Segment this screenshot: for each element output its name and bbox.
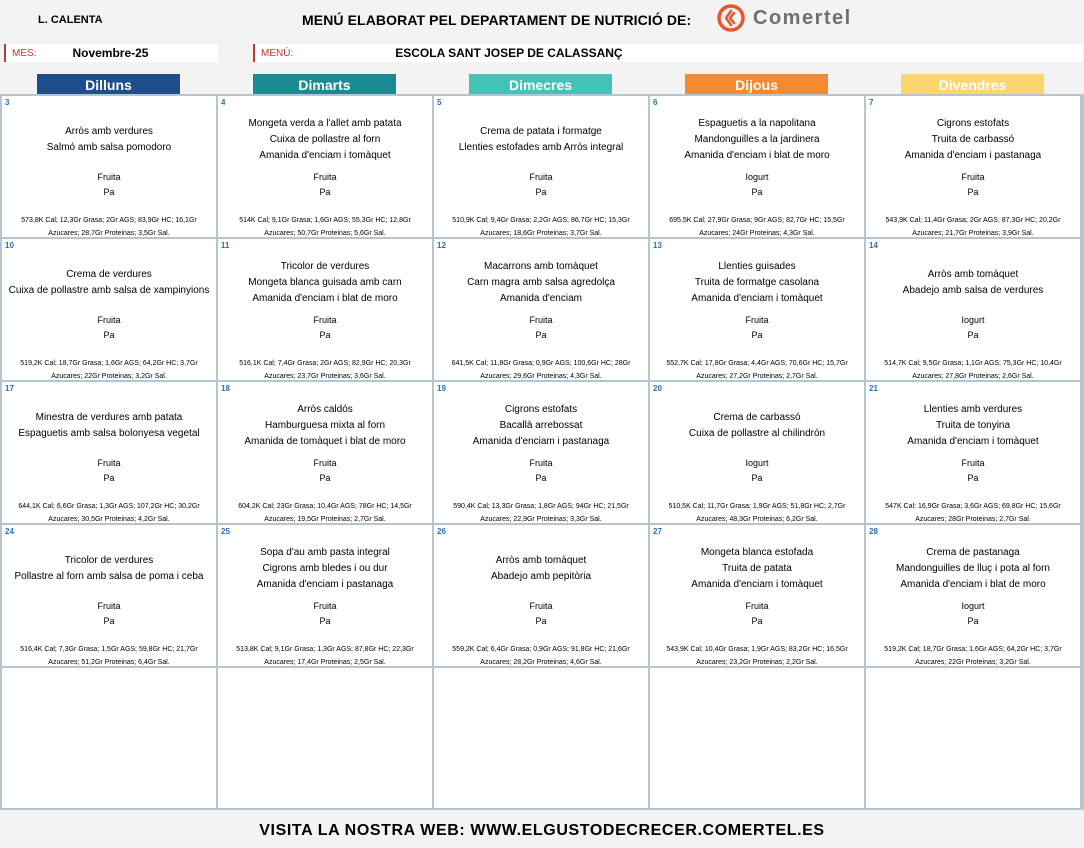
dish-item: Amanida d'enciam i blat de moro xyxy=(684,150,830,161)
extra-item: Iogurt xyxy=(745,172,769,182)
extra-item: Pa xyxy=(751,616,763,626)
dish-item: Amanida de tomàquet i blat de moro xyxy=(244,436,406,447)
nutrition-info: 641,5K Cal; 11,8Gr Grasa; 0,9Gr AGS; 100,6Gr HC; 28Gr Azucares; 29,6Gr Proteinas; 4,3Gr Sal. xyxy=(451,360,631,380)
dish-item: Mongeta blanca estofada xyxy=(700,547,814,558)
nutrition-info: 590,4K Cal; 13,3Gr Grasa; 1,8Gr AGS; 94Gr HC; 21,5Gr Azucares; 22,9Gr Proteinas; 3,3Gr Sal. xyxy=(453,503,629,523)
day-number: 3 xyxy=(5,98,10,107)
day-number: 18 xyxy=(221,384,230,393)
day-number: 14 xyxy=(869,241,878,250)
day-cell xyxy=(866,239,1080,380)
day-number: 27 xyxy=(653,527,662,536)
dish-list xyxy=(866,116,1080,164)
extras-list xyxy=(866,170,1080,200)
nutrition-info: 547K Cal; 16,9Gr Grasa; 3,6Gr AGS; 69,8Gr HC; 15,6Gr Azucares; 28Gr Proteinas; 2,7Gr Sal. xyxy=(885,503,1061,523)
nutrition-info: 516,4K Cal; 7,3Gr Grasa; 1,5Gr AGS; 59,8Gr HC; 21,7Gr Azucares; 51,2Gr Proteinas; 6,4Gr Sal. xyxy=(20,646,198,666)
dish-item: Truita de carbassó xyxy=(931,134,1015,145)
dish-item: Arròs amb tomàquet xyxy=(927,269,1019,280)
dish-item: Mandonguilles a la jardinera xyxy=(694,134,820,145)
dish-list xyxy=(218,545,432,593)
extra-item: Fruita xyxy=(529,601,553,611)
empty-day-cell xyxy=(218,668,432,808)
extras-list xyxy=(866,456,1080,486)
dish-item: Cuixa de pollastre al chilindrón xyxy=(688,428,826,439)
dish-list xyxy=(218,116,432,164)
dish-list xyxy=(2,553,216,585)
nutrition-info: 644,1K Cal; 6,6Gr Grasa; 1,3Gr AGS; 107,2Gr HC; 30,2Gr Azucares; 30,5Gr Proteinas; 4,2Gr Sal. xyxy=(18,503,200,523)
day-number: 10 xyxy=(5,241,14,250)
dish-item: Mongeta blanca guisada amb carn xyxy=(248,277,402,288)
day-cell xyxy=(866,96,1080,237)
dish-list xyxy=(218,259,432,307)
day-cell xyxy=(218,239,432,380)
nutrition-info: 573,8K Cal; 12,3Gr Grasa; 2Gr AGS; 83,9Gr HC; 16,1Gr Azucares; 28,7Gr Proteinas; 3,5Gr Sal. xyxy=(21,217,197,237)
menu-code: L. CALENTA xyxy=(38,14,103,26)
nutrition-info: 604,2K Cal; 23Gr Grasa; 10,4Gr AGS; 78Gr HC; 14,5Gr Azucares; 19,5Gr Proteinas; 2,7Gr Sal. xyxy=(238,503,412,523)
dish-list xyxy=(434,402,648,450)
extra-item: Pa xyxy=(103,330,115,340)
day-number: 20 xyxy=(653,384,662,393)
website-footer: VISITA LA NOSTRA WEB: WWW.ELGUSTODECRECER.COMERTEL.ES xyxy=(259,822,825,839)
extra-item: Pa xyxy=(751,330,763,340)
extras-list xyxy=(218,313,432,343)
extra-item: Iogurt xyxy=(961,601,985,611)
dish-item: Amanida d'enciam i blat de moro xyxy=(900,579,1046,590)
extra-item: Fruita xyxy=(97,601,121,611)
dish-list xyxy=(434,124,648,156)
extras-list xyxy=(434,170,648,200)
empty-day-cell xyxy=(434,668,648,808)
day-cell xyxy=(2,96,216,237)
day-header-dijous: Dijous xyxy=(685,74,828,95)
dish-item: Tricolor de verdures xyxy=(280,261,370,272)
day-cell xyxy=(218,96,432,237)
day-header-dilluns: Dilluns xyxy=(37,74,180,95)
extras-list xyxy=(650,313,864,343)
extra-item: Pa xyxy=(967,330,979,340)
day-number: 5 xyxy=(437,98,442,107)
dish-list xyxy=(650,259,864,307)
nutrition-info: 552,7K Cal; 17,8Gr Grasa; 4,4Gr AGS; 70,6Gr HC; 15,7Gr Azucares; 27,2Gr Proteinas; 2,7Gr Sal. xyxy=(666,360,848,380)
extra-item: Pa xyxy=(967,616,979,626)
extra-item: Pa xyxy=(967,187,979,197)
extras-list xyxy=(218,456,432,486)
extra-item: Fruita xyxy=(313,172,337,182)
dish-item: Abadejo amb pepitòria xyxy=(490,571,592,582)
extra-item: Pa xyxy=(535,473,547,483)
extra-item: Fruita xyxy=(961,172,985,182)
extra-item: Iogurt xyxy=(745,458,769,468)
extra-item: Fruita xyxy=(313,601,337,611)
extra-item: Fruita xyxy=(313,458,337,468)
dish-list xyxy=(2,410,216,442)
dish-item: Truita de tonyina xyxy=(935,420,1011,431)
dish-item: Llenties guisades xyxy=(718,261,796,272)
dish-list xyxy=(650,410,864,442)
month-label: MES: xyxy=(12,47,37,59)
menu-calendar-grid xyxy=(0,94,1084,810)
dish-item: Carn magra amb salsa agredolça xyxy=(467,277,615,288)
dish-item: Truita de patata xyxy=(722,563,792,574)
day-number: 24 xyxy=(5,527,14,536)
dish-item: Cuixa de pollastre amb salsa de xampinyions xyxy=(8,285,210,296)
dish-item: Crema de carbassó xyxy=(713,412,801,423)
dish-item: Amanida d'enciam xyxy=(500,293,582,304)
extra-item: Pa xyxy=(751,187,763,197)
dish-item: Mandonguilles de lluç i pota al forn xyxy=(896,563,1050,574)
extras-list xyxy=(2,170,216,200)
dish-list xyxy=(2,124,216,156)
dish-item: Amanida d'enciam i pastanaga xyxy=(256,579,394,590)
day-number: 17 xyxy=(5,384,14,393)
extra-item: Pa xyxy=(319,187,331,197)
nutrition-info: 543,9K Cal; 10,4Gr Grasa; 1,9Gr AGS; 83,2Gr HC; 16,5Gr Azucares; 23,2Gr Proteinas; 2,2Gr Sal. xyxy=(666,646,848,666)
dish-list xyxy=(650,545,864,593)
nutrition-info: 695,5K Cal; 27,9Gr Grasa; 9Gr AGS; 82,7Gr HC; 15,5Gr Azucares; 24Gr Proteinas; 4,3Gr Sal. xyxy=(669,217,845,237)
day-cell xyxy=(2,382,216,523)
dish-item: Amanida d'enciam i pastanaga xyxy=(904,150,1042,161)
dish-list xyxy=(2,267,216,299)
extras-list xyxy=(2,313,216,343)
day-cell xyxy=(650,382,864,523)
extra-item: Fruita xyxy=(745,601,769,611)
dish-item: Amanida d'enciam i tomàquet xyxy=(907,436,1039,447)
extra-item: Fruita xyxy=(529,315,553,325)
extras-list xyxy=(2,456,216,486)
extra-item: Pa xyxy=(319,330,331,340)
dish-item: Cuixa de pollastre al forn xyxy=(269,134,381,145)
nutrition-info: 519,2K Cal; 18,7Gr Grasa; 1,6Gr AGS; 64,2Gr HC; 3,7Gr Azucares; 22Gr Proteinas; 3,2Gr Sal. xyxy=(20,360,198,380)
day-cell xyxy=(866,382,1080,523)
dish-item: Cigrons estofats xyxy=(504,404,578,415)
nutrition-info: 559,2K Cal; 6,4Gr Grasa; 0,9Gr AGS; 91,8Gr HC; 21,6Gr Azucares; 28,2Gr Proteinas; 4,6Gr Sal. xyxy=(452,646,630,666)
extra-item: Fruita xyxy=(745,315,769,325)
dish-item: Hamburguesa mixta al forn xyxy=(264,420,386,431)
extra-item: Pa xyxy=(319,473,331,483)
nutrition-info: 510,9K Cal; 9,4Gr Grasa; 2,2Gr AGS; 86,7Gr HC; 15,3Gr Azucares; 18,6Gr Proteinas; 3,7Gr Sal. xyxy=(452,217,630,237)
extra-item: Iogurt xyxy=(961,315,985,325)
extras-list xyxy=(434,456,648,486)
dish-item: Arròs caldós xyxy=(297,404,353,415)
dish-item: Cigrons amb bledes i ou dur xyxy=(262,563,388,574)
dish-item: Macarrons amb tomàquet xyxy=(484,261,598,272)
dish-item: Crema de pastanaga xyxy=(926,547,1020,558)
dish-list xyxy=(866,267,1080,299)
nutrition-info: 516,1K Cal; 7,4Gr Grasa; 2Gr AGS; 82,9Gr HC; 20,3Gr Azucares; 23,7Gr Proteinas; 3,6Gr Sal. xyxy=(239,360,411,380)
extra-item: Pa xyxy=(103,616,115,626)
day-cell xyxy=(650,239,864,380)
extras-list xyxy=(866,599,1080,629)
dish-list xyxy=(434,553,648,585)
day-cell xyxy=(434,382,648,523)
dish-item: Arròs amb verdures xyxy=(65,126,153,137)
extra-item: Fruita xyxy=(97,172,121,182)
extras-list xyxy=(218,170,432,200)
dish-item: Truita de formatge casolana xyxy=(694,277,820,288)
comertel-logo-icon xyxy=(717,4,745,32)
day-cell xyxy=(866,525,1080,666)
dish-item: Amanida d'enciam i pastanaga xyxy=(472,436,610,447)
extra-item: Pa xyxy=(535,616,547,626)
dish-item: Mongeta verda a l'allet amb patata xyxy=(248,118,402,129)
extras-list xyxy=(434,313,648,343)
dish-item: Cigrons estofats xyxy=(936,118,1010,129)
nutrition-info: 543,9K Cal; 11,4Gr Grasa; 2Gr AGS; 87,3Gr HC; 20,2Gr Azucares; 21,7Gr Proteinas; 3,9Gr Sal. xyxy=(885,217,1061,237)
empty-day-cell xyxy=(650,668,864,808)
nutrition-info: 519,2K Cal; 18,7Gr Grasa; 1,6Gr AGS; 64,2Gr HC; 3,7Gr Azucares; 22Gr Proteinas; 3,2Gr Sal. xyxy=(884,646,1062,666)
dish-item: Pollastre al forn amb salsa de poma i ceba xyxy=(14,571,204,582)
extra-item: Pa xyxy=(319,616,331,626)
comertel-logo xyxy=(717,2,852,34)
dish-item: Espaguetis a la napolitana xyxy=(698,118,816,129)
extra-item: Pa xyxy=(535,187,547,197)
nutrition-info: 514,7K Cal; 9,5Gr Grasa; 1,1Gr AGS; 75,3Gr HC; 10,4Gr Azucares; 27,8Gr Proteinas; 2,6Gr Sal. xyxy=(884,360,1062,380)
dish-item: Abadejo amb salsa de verdures xyxy=(902,285,1044,296)
extra-item: Fruita xyxy=(529,458,553,468)
dish-item: Amanida d'enciam i tomàquet xyxy=(691,293,823,304)
day-number: 6 xyxy=(653,98,658,107)
day-cell xyxy=(650,525,864,666)
extra-item: Pa xyxy=(103,473,115,483)
menu-field xyxy=(253,44,1083,62)
dish-list xyxy=(650,116,864,164)
day-cell xyxy=(434,239,648,380)
dish-item: Sopa d'au amb pasta integral xyxy=(260,547,390,558)
menu-value: ESCOLA SANT JOSEP DE CALASSANÇ xyxy=(395,46,623,60)
dish-item: Crema de verdures xyxy=(66,269,152,280)
day-cell xyxy=(218,382,432,523)
month-field xyxy=(4,44,218,62)
extra-item: Pa xyxy=(751,473,763,483)
day-number: 21 xyxy=(869,384,878,393)
dish-list xyxy=(866,402,1080,450)
empty-day-cell xyxy=(866,668,1080,808)
dish-item: Amanida d'enciam i tomàquet xyxy=(259,150,391,161)
day-number: 28 xyxy=(869,527,878,536)
extra-item: Fruita xyxy=(97,458,121,468)
day-number: 4 xyxy=(221,98,226,107)
menu-label: MENÚ: xyxy=(261,47,294,59)
dish-item: Espaguetis amb salsa bolonyesa vegetal xyxy=(18,428,200,439)
dish-list xyxy=(434,259,648,307)
nutrition-info: 510,5K Cal; 11,7Gr Grasa; 1,9Gr AGS; 51,8Gr HC; 2,7Gr Azucares; 48,3Gr Proteinas; 6,2Gr Sal. xyxy=(668,503,846,523)
extras-list xyxy=(866,313,1080,343)
day-cell xyxy=(434,525,648,666)
day-header-dimarts: Dimarts xyxy=(253,74,396,95)
day-number: 11 xyxy=(221,241,230,250)
dish-item: Amanida d'enciam i blat de moro xyxy=(252,293,398,304)
dish-item: Tricolor de verdures xyxy=(64,555,154,566)
dish-item: Crema de patata i formatge xyxy=(480,126,602,137)
nutrition-info: 514K Cal; 9,1Gr Grasa; 1,6Gr AGS; 55,3Gr HC; 12,8Gr Azucares; 50,7Gr Proteinas; 5,6Gr Sal. xyxy=(239,217,411,237)
dish-list xyxy=(866,545,1080,593)
day-number: 12 xyxy=(437,241,446,250)
extras-list xyxy=(218,599,432,629)
extra-item: Fruita xyxy=(961,458,985,468)
extra-item: Pa xyxy=(967,473,979,483)
day-number: 26 xyxy=(437,527,446,536)
extras-list xyxy=(650,170,864,200)
dish-item: Amanida d'enciam i tomàquet xyxy=(691,579,823,590)
extras-list xyxy=(2,599,216,629)
extra-item: Fruita xyxy=(97,315,121,325)
day-cell xyxy=(2,525,216,666)
page-title: MENÚ ELABORAT PEL DEPARTAMENT DE NUTRICIÓ DE: xyxy=(302,12,692,28)
day-number: 13 xyxy=(653,241,662,250)
extras-list xyxy=(650,456,864,486)
dish-item: Llenties estofades amb Arròs integral xyxy=(458,142,624,153)
brand-name: Comertel xyxy=(753,6,852,29)
dish-item: Salmó amb salsa pomodoro xyxy=(46,142,172,153)
extra-item: Fruita xyxy=(529,172,553,182)
day-number: 7 xyxy=(869,98,874,107)
dish-item: Llenties amb verdures xyxy=(923,404,1023,415)
dish-item: Arròs amb tomàquet xyxy=(495,555,587,566)
day-number: 19 xyxy=(437,384,446,393)
day-cell xyxy=(2,239,216,380)
day-header-dimecres: Dimecres xyxy=(469,74,612,95)
extras-list xyxy=(434,599,648,629)
day-number: 25 xyxy=(221,527,230,536)
nutrition-info: 513,8K Cal; 9,1Gr Grasa; 1,3Gr AGS; 87,8Gr HC; 22,3Gr Azucares; 17,4Gr Proteinas; 2,5Gr Sal. xyxy=(236,646,414,666)
extras-list xyxy=(650,599,864,629)
month-value: Novembre-25 xyxy=(72,46,149,60)
extra-item: Pa xyxy=(103,187,115,197)
extra-item: Pa xyxy=(535,330,547,340)
day-cell xyxy=(434,96,648,237)
empty-day-cell xyxy=(2,668,216,808)
day-header-divendres: Divendres xyxy=(901,74,1044,95)
extra-item: Fruita xyxy=(313,315,337,325)
day-cell xyxy=(650,96,864,237)
dish-item: Bacallà arrebossat xyxy=(499,420,583,431)
day-cell xyxy=(218,525,432,666)
dish-item: Minestra de verdures amb patata xyxy=(35,412,183,423)
dish-list xyxy=(218,402,432,450)
